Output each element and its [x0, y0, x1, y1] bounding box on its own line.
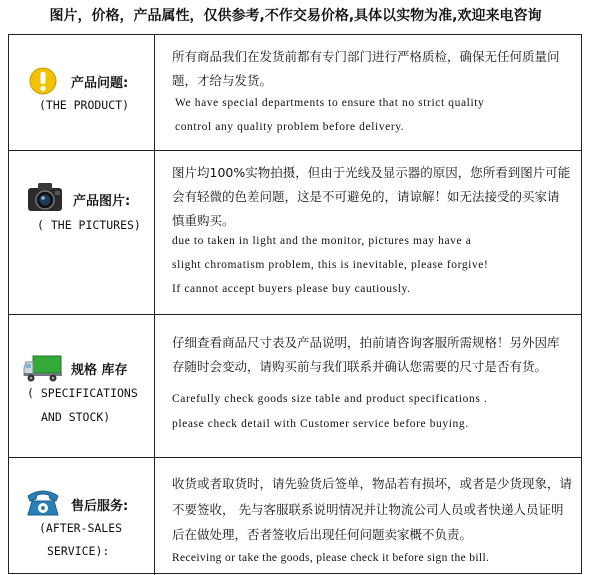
row-label-cell: [9, 35, 155, 150]
row-label-cell: [9, 151, 155, 314]
label-en-line: AND STOCK): [41, 410, 111, 424]
zh-line: 不要签收， 先与客服联系说明情况并让物流公司人员或者快递人员证明: [172, 502, 564, 517]
row-content-cell: [155, 151, 581, 314]
label-en-line: (AFTER-SALES: [39, 521, 123, 535]
row-content-cell: [155, 315, 581, 457]
zh-line: 图片均100%实物拍摄，但由于光线及显示器的原因，您所看到图片可能: [172, 165, 571, 180]
camera-icon: [27, 181, 63, 213]
zh-line: 所有商品我们在发货前都有专门部门进行严格质检，确保无任何质量问: [172, 49, 560, 64]
row-content-cell: [155, 458, 581, 575]
en-line: control any quality problem before delivery.: [175, 121, 405, 133]
label-en-line: SERVICE):: [47, 544, 110, 558]
row-specifications: [9, 315, 581, 458]
en-line: We have special departments to ensure that no strict quality: [175, 97, 485, 109]
label-en: ( THE PICTURES): [37, 218, 141, 232]
en-line: please check detail with Customer service before buying.: [172, 418, 469, 430]
zh-line: 仔细查看商品尺寸表及产品说明，拍前请咨询客服所需规格！另外因库: [172, 335, 560, 350]
zh-line: 收货或者取货时，请先验货后签单，物品若有损坏，或者是少货现象，请: [172, 476, 573, 491]
zh-line: 题，才给与发货。: [172, 73, 273, 88]
label-zh: 产品问题:: [71, 76, 129, 91]
row-label-cell: [9, 458, 155, 575]
delivery-truck-icon: [23, 353, 63, 383]
row-pictures: [9, 151, 581, 315]
zh-line: 慎重购买。: [172, 213, 235, 228]
page-header: 图片，价格，产品属性，仅供参考,不作交易价格,具体以实物为准,欢迎来电咨询: [49, 8, 542, 24]
en-line: due to taken in light and the monitor, pictures may have a: [172, 235, 472, 247]
label-en: (THE PRODUCT): [39, 98, 130, 112]
label-zh: 售后服务:: [71, 499, 129, 514]
label-zh: 规格 库存: [71, 363, 128, 378]
zh-line: 后在做处理，否者签收后出现任何问题卖家概不负责。: [172, 527, 473, 542]
row-label-cell: [9, 315, 155, 457]
zh-line: 会有轻微的色差问题，这是不可避免的，请谅解！如无法接受的买家请: [172, 189, 560, 204]
row-product: [9, 35, 581, 151]
telephone-icon: [25, 486, 61, 518]
zh-line: 存随时会变动，请购买前与我们联系并确认您需要的尺寸是否有货。: [172, 359, 548, 374]
label-en-line: ( SPECIFICATIONS: [27, 386, 138, 400]
row-after-sales: [9, 458, 581, 575]
row-content-cell: [155, 35, 581, 150]
en-line: Receiving or take the goods, please check it before sign the bill.: [172, 552, 490, 564]
info-table: [8, 34, 582, 574]
en-line: slight chromatism problem, this is inevitable, please forgive!: [172, 259, 489, 271]
en-line: If cannot accept buyers please buy cautiously.: [172, 283, 411, 295]
exclamation-icon: [29, 67, 57, 95]
en-line: Carefully check goods size table and product specifications .: [172, 393, 488, 405]
label-zh: 产品图片:: [73, 194, 131, 209]
